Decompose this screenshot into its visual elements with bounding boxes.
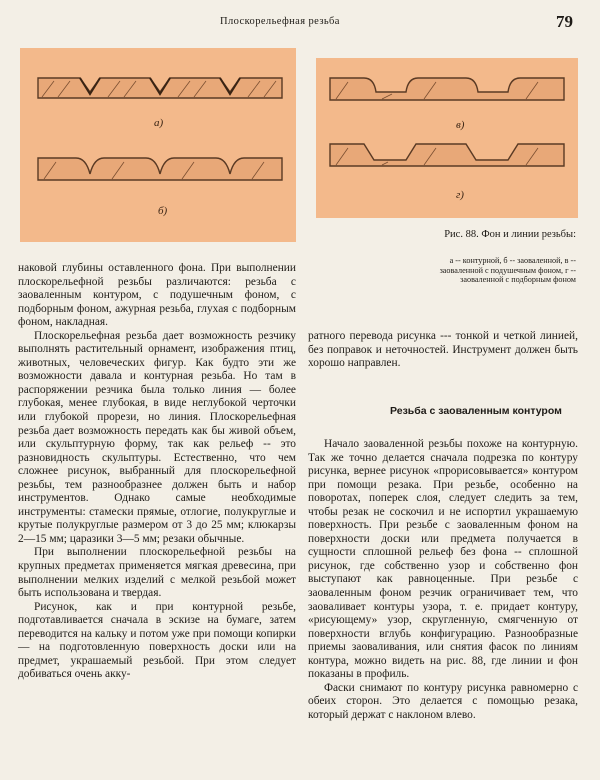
paragraph: Плоскорельефная резьба дает возможность резчику выполнять растительный орнамент, изображения птиц, животных, человеческих фигур. Как будто эти же возможности давала и контурная резьба. Но там в распоряжении резчика была только линия — более глубокая, менее глубокая, в виде неглубокой черточки или глубокой прорези, но линия. Плоскорельефная резьба дает возможность передать как бы живой объем, или скульптурную форму, так как рельеф -- это разновидность скульптуры. Естественно, что чем сложнее рисунок, выбранный для плоскорельефной резьбы, тем разнообразнее должен быть и набор инструментов. Однако самые необходимые инструменты: стамески прямые, отлогие, полукруглые и крутые полукруглые размером от 3 до 25 мм; клюкарзы 2—15 мм; царазики 3—5 мм; резаки обычные. [18,329,296,545]
left-column [18,262,296,682]
profile-g [330,144,564,166]
right-column-body [308,438,578,722]
paragraph: Фаски снимают по контуру рисунка равномерно с обеих сторон. Это делается с помощью резака, который держат с наклоном влево. [308,681,578,721]
paragraph: Начало заоваленной резьбы похоже на контурную. Так же точно делается сначала подрезка по контуру рисунка, вернее рисунок «прорисовывается» контуром при помощи резака. При резьбе, особенно на поворотах, поперек слоя, следует следить за тем, чтобы резак не соскочил и не испортил украшаемую поверхность. При резьбе с заоваленным фоном на поверхности доски или предмета получается в сущности сплошной рельеф без фона -- сплошной рисунок, где собственно узор и собственно фон выступают как равноценные. При резьбе с заоваленным фоном резчик ограничивает тем, что заоваливает контуры узора, т. е. придает контуру, «рисующему» узор, скругленную, смягченную от поверхности вглубь конфигурацию. Разнообразные приемы заоваливания, или снятия фасок по линиям контура, можно видеть на рис. 88, где линии и фон показаны в профиль. [308,438,578,681]
wood-profiles-left [20,48,296,242]
figure-plate-right [316,58,578,218]
profile-v [330,78,564,100]
label-a: а) [154,117,164,129]
paragraph: ратного перевода рисунка --- тонкой и четкой линией, без поправок и неточностей. Инструмент должен быть хорошо направлен. [308,330,578,370]
figure-plate-left [20,48,296,242]
paragraph: При выполнении плоскорельефной резьбы на крупных предметах применяется мягкая древесина, при выполнении мелких изделий с мелкой резьбой может быть использована и твердая. [18,546,296,600]
label-v: в) [456,119,465,131]
section-heading: Резьба с заоваленным контуром [390,405,562,417]
right-column-top [308,330,578,371]
profile-b [38,158,282,180]
figure-legend: а -- контурной, б -- заоваленной, в -- заоваленной с подушечным фоном, г -- заоваленной с подборным фоном [439,256,576,285]
page-number: 79 [556,12,573,31]
label-b: б) [158,205,168,217]
wood-profiles-right [316,58,578,218]
figure-caption: Рис. 88. Фон и линии резьбы: [444,229,576,240]
running-header: Плоскорельефная резьба [220,16,340,27]
label-g: г) [456,189,464,201]
paragraph: Рисунок, как и при контурной резьбе, подготавливается сначала в эскизе на бумаге, затем переводится на кальку и потом уже при помощи копирки — на подготовленную поверхность доски или на предмет, украшаемый резьбой. При этом следует добиваться очень акку- [18,600,296,681]
paragraph: наковой глубины оставленного фона. При выполнении плоскорельефной резьбы различаются: резьба с заоваленным контуром, с подушечным фоном, с подборным фоном, ажурная резьба, глухая с подборным фоном, накладная. [18,262,296,329]
